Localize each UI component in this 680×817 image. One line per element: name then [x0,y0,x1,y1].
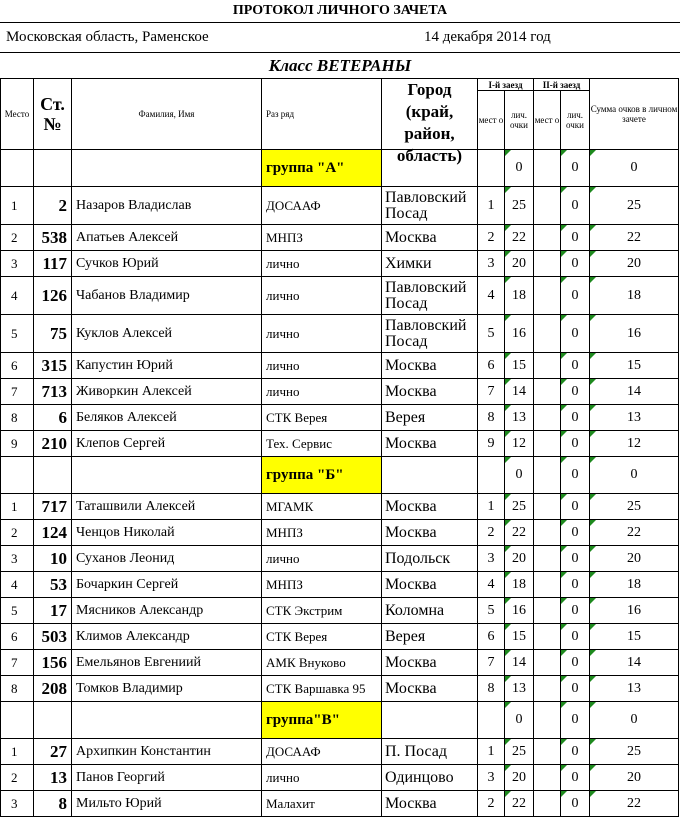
city-cell: Москва [382,431,478,457]
heat1-points-cell: 20 [505,546,534,572]
group-name-cell [72,702,262,739]
total-points-cell: 20 [590,546,679,572]
heat1-points-cell: 18 [505,572,534,598]
rank-cell: СТК Варшавка 95 [262,676,382,702]
group-city-cell [382,457,478,494]
table-row [1,353,679,379]
group-h1-points: 0 [505,702,534,739]
heat2-place-cell [534,405,561,431]
heat2-points-cell: 0 [561,739,590,765]
city-cell: Москва [382,676,478,702]
heat2-points-cell: 0 [561,405,590,431]
start-number-cell: 8 [34,791,72,817]
heat2-points-cell: 0 [561,676,590,702]
rank-cell: лично [262,353,382,379]
results-table [0,78,679,817]
rank-cell: лично [262,765,382,791]
heat2-points-cell: 0 [561,624,590,650]
group-row [1,150,679,187]
heat2-place-cell [534,251,561,277]
header-heat1: I-й заезд [478,79,534,91]
document-title: ПРОТОКОЛ ЛИЧНОГО ЗАЧЕТА [232,3,448,18]
table-row [1,379,679,405]
city-cell: Павловский Посад [382,187,478,225]
place-cell: 7 [1,650,34,676]
group-name-cell [72,150,262,187]
total-points-cell: 25 [590,187,679,225]
city-cell: Химки [382,251,478,277]
heat1-points-cell: 25 [505,739,534,765]
heat2-points-cell: 0 [561,765,590,791]
header-heat2: II-й заезд [534,79,590,91]
heat2-place-cell [534,650,561,676]
place-cell: 1 [1,739,34,765]
heat2-points-cell: 0 [561,187,590,225]
rider-name-cell: Бочаркин Сергей [72,572,262,598]
start-number-cell: 117 [34,251,72,277]
header-rank: Раз ряд [262,79,382,150]
heat2-place-cell [534,676,561,702]
rank-cell: Малахит [262,791,382,817]
rider-name-cell: Томков Владимир [72,676,262,702]
rider-name-cell: Живоркин Алексей [72,379,262,405]
total-points-cell: 25 [590,739,679,765]
rider-name-cell: Мясников Александр [72,598,262,624]
group-h1-place-cell [478,457,505,494]
place-cell: 5 [1,315,34,353]
rider-name-cell: Апатьев Алексей [72,225,262,251]
total-points-cell: 15 [590,624,679,650]
table-row [1,739,679,765]
rider-name-cell: Чабанов Владимир [72,277,262,315]
table-row [1,572,679,598]
table-row [1,676,679,702]
group-h1-place-cell [478,150,505,187]
city-cell: Москва [382,225,478,251]
heat1-place-cell: 9 [478,431,505,457]
rank-cell: МНПЗ [262,520,382,546]
heat2-points-cell: 0 [561,650,590,676]
total-points-cell: 18 [590,572,679,598]
heat2-points-cell: 0 [561,598,590,624]
group-h2-place-cell [534,702,561,739]
class-title: Класс ВЕТЕРАНЫ [0,52,680,79]
group-total: 0 [590,150,679,187]
heat1-place-cell: 2 [478,520,505,546]
group-place-cell [1,702,34,739]
heat2-points-cell: 0 [561,572,590,598]
rider-name-cell: Беляков Алексей [72,405,262,431]
city-cell: Верея [382,624,478,650]
city-cell: Коломна [382,598,478,624]
group-city-cell [382,702,478,739]
place-cell: 3 [1,546,34,572]
rider-name-cell: Капустин Юрий [72,353,262,379]
heat1-place-cell: 6 [478,353,505,379]
rank-cell: СТК Экстрим [262,598,382,624]
place-cell: 6 [1,624,34,650]
heat1-points-cell: 20 [505,765,534,791]
table-row [1,791,679,817]
place-cell: 6 [1,353,34,379]
rider-name-cell: Куклов Алексей [72,315,262,353]
rank-cell: МНПЗ [262,225,382,251]
heat1-points-cell: 15 [505,353,534,379]
group-name-cell [72,457,262,494]
place-cell: 4 [1,277,34,315]
rank-cell: лично [262,277,382,315]
place-cell: 1 [1,494,34,520]
group-h1-points: 0 [505,457,534,494]
place-cell: 4 [1,572,34,598]
total-points-cell: 25 [590,494,679,520]
total-points-cell: 22 [590,791,679,817]
rider-name-cell: Таташвили Алексей [72,494,262,520]
heat1-place-cell: 2 [478,225,505,251]
region-label: Московская область, Раменское [6,29,209,45]
rider-name-cell: Ченцов Николай [72,520,262,546]
place-cell: 3 [1,791,34,817]
group-h1-points: 0 [505,150,534,187]
heat2-place-cell [534,315,561,353]
rank-cell: лично [262,379,382,405]
header-name: Фамилия, Имя [72,79,262,150]
group-label: группа"В" [262,702,382,739]
header-start-no: Ст. № [34,79,72,150]
place-cell: 2 [1,225,34,251]
rank-cell: СТК Верея [262,405,382,431]
city-cell: Москва [382,379,478,405]
heat2-place-cell [534,277,561,315]
total-points-cell: 20 [590,251,679,277]
start-number-cell: 2 [34,187,72,225]
heat2-place-cell [534,791,561,817]
table-row [1,494,679,520]
start-number-cell: 210 [34,431,72,457]
place-cell: 8 [1,405,34,431]
city-cell: Москва [382,791,478,817]
header-heat1-place: мест о [478,91,505,150]
heat2-place-cell [534,546,561,572]
rider-name-cell: Сучков Юрий [72,251,262,277]
city-cell: Павловский Посад [382,277,478,315]
heat1-place-cell: 3 [478,765,505,791]
place-cell: 2 [1,765,34,791]
place-cell: 5 [1,598,34,624]
rider-name-cell: Емельянов Евгениий [72,650,262,676]
heat2-place-cell [534,431,561,457]
heat1-points-cell: 15 [505,624,534,650]
rank-cell: лично [262,315,382,353]
table-row [1,598,679,624]
header-heat1-points: лич. очки [505,91,534,150]
total-points-cell: 20 [590,765,679,791]
city-cell: Одинцово [382,765,478,791]
heat2-place-cell [534,520,561,546]
header-city-text: Город (край, район, область) [396,80,463,165]
city-cell: Москва [382,494,478,520]
heat1-place-cell: 7 [478,379,505,405]
heat2-place-cell [534,353,561,379]
group-label: группа "Б" [262,457,382,494]
heat2-place-cell [534,765,561,791]
heat2-place-cell [534,225,561,251]
heat1-place-cell: 1 [478,494,505,520]
place-cell: 8 [1,676,34,702]
total-points-cell: 14 [590,650,679,676]
heat2-points-cell: 0 [561,379,590,405]
heat1-place-cell: 5 [478,598,505,624]
rider-name-cell: Суханов Леонид [72,546,262,572]
heat1-points-cell: 22 [505,225,534,251]
heat1-place-cell: 3 [478,546,505,572]
rank-cell: лично [262,546,382,572]
heat2-place-cell [534,598,561,624]
start-number-cell: 6 [34,405,72,431]
heat1-place-cell: 2 [478,791,505,817]
heat2-points-cell: 0 [561,431,590,457]
date-label: 14 декабря 2014 год [424,29,551,45]
heat1-points-cell: 16 [505,598,534,624]
start-number-cell: 27 [34,739,72,765]
start-number-cell: 156 [34,650,72,676]
heat1-place-cell: 4 [478,572,505,598]
heat1-points-cell: 18 [505,277,534,315]
group-total: 0 [590,702,679,739]
group-h2-place-cell [534,150,561,187]
city-cell: Подольск [382,546,478,572]
group-total: 0 [590,457,679,494]
heat2-points-cell: 0 [561,315,590,353]
start-number-cell: 503 [34,624,72,650]
heat2-place-cell [534,572,561,598]
heat1-place-cell: 5 [478,315,505,353]
table-row [1,765,679,791]
table-row [1,405,679,431]
rider-name-cell: Мильто Юрий [72,791,262,817]
group-no-cell [34,457,72,494]
heat2-points-cell: 0 [561,277,590,315]
table-row [1,650,679,676]
group-label: группа "А" [262,150,382,187]
place-cell: 9 [1,431,34,457]
header-total: Сумма очков в личном зачете [590,79,679,150]
heat1-points-cell: 14 [505,379,534,405]
heat2-points-cell: 0 [561,251,590,277]
heat1-points-cell: 25 [505,494,534,520]
start-number-cell: 208 [34,676,72,702]
heat1-points-cell: 12 [505,431,534,457]
group-no-cell [34,702,72,739]
heat2-place-cell [534,187,561,225]
group-place-cell [1,457,34,494]
start-number-cell: 717 [34,494,72,520]
start-number-cell: 126 [34,277,72,315]
group-h2-points: 0 [561,150,590,187]
city-cell: Верея [382,405,478,431]
start-number-cell: 17 [34,598,72,624]
place-cell: 7 [1,379,34,405]
heat1-points-cell: 25 [505,187,534,225]
results-body [1,150,679,817]
rider-name-cell: Назаров Владислав [72,187,262,225]
heat2-points-cell: 0 [561,791,590,817]
total-points-cell: 14 [590,379,679,405]
table-row [1,624,679,650]
total-points-cell: 12 [590,431,679,457]
total-points-cell: 16 [590,598,679,624]
total-points-cell: 15 [590,353,679,379]
start-number-cell: 53 [34,572,72,598]
rank-cell: СТК Верея [262,624,382,650]
header-place: Место [1,79,34,150]
city-cell: Москва [382,650,478,676]
heat1-place-cell: 4 [478,277,505,315]
table-row [1,546,679,572]
group-h2-points: 0 [561,457,590,494]
heat1-place-cell: 6 [478,624,505,650]
heat1-points-cell: 22 [505,791,534,817]
heat2-points-cell: 0 [561,546,590,572]
heat1-place-cell: 1 [478,739,505,765]
total-points-cell: 22 [590,520,679,546]
start-number-cell: 713 [34,379,72,405]
group-row [1,702,679,739]
header-city [382,79,478,165]
table-row [1,431,679,457]
rank-cell: АМК Внуково [262,650,382,676]
total-points-cell: 16 [590,315,679,353]
heat1-points-cell: 22 [505,520,534,546]
start-number-cell: 75 [34,315,72,353]
rider-name-cell: Архипкин Константин [72,739,262,765]
header-heat2-place: мест о [534,91,561,150]
rider-name-cell: Климов Александр [72,624,262,650]
rank-cell: ДОСААФ [262,739,382,765]
document-meta [0,22,680,51]
total-points-cell: 18 [590,277,679,315]
table-row [1,251,679,277]
total-points-cell: 13 [590,405,679,431]
heat1-place-cell: 1 [478,187,505,225]
rank-cell: МНПЗ [262,572,382,598]
rider-name-cell: Панов Георгий [72,765,262,791]
start-number-cell: 10 [34,546,72,572]
group-h1-place-cell [478,702,505,739]
city-cell: П. Посад [382,739,478,765]
table-row [1,225,679,251]
heat1-points-cell: 13 [505,405,534,431]
heat1-points-cell: 13 [505,676,534,702]
rider-name-cell: Клепов Сергей [72,431,262,457]
heat2-points-cell: 0 [561,225,590,251]
place-cell: 2 [1,520,34,546]
rank-cell: Тех. Сервис [262,431,382,457]
start-number-cell: 13 [34,765,72,791]
total-points-cell: 13 [590,676,679,702]
city-cell: Павловский Посад [382,315,478,353]
group-row [1,457,679,494]
heat2-place-cell [534,624,561,650]
heat1-place-cell: 8 [478,676,505,702]
heat1-points-cell: 20 [505,251,534,277]
start-number-cell: 315 [34,353,72,379]
group-h2-points: 0 [561,702,590,739]
heat2-points-cell: 0 [561,494,590,520]
city-cell: Москва [382,572,478,598]
start-number-cell: 124 [34,520,72,546]
table-row [1,315,679,353]
heat1-place-cell: 7 [478,650,505,676]
rank-cell: ДОСААФ [262,187,382,225]
city-cell: Москва [382,353,478,379]
table-row [1,187,679,225]
heat1-points-cell: 14 [505,650,534,676]
heat2-place-cell [534,494,561,520]
heat1-points-cell: 16 [505,315,534,353]
table-row [1,277,679,315]
group-place-cell [1,150,34,187]
start-number-cell: 538 [34,225,72,251]
place-cell: 1 [1,187,34,225]
heat2-points-cell: 0 [561,353,590,379]
heat2-place-cell [534,379,561,405]
table-row [1,520,679,546]
header-heat2-points: лич. очки [561,91,590,150]
rank-cell: МГАМК [262,494,382,520]
group-no-cell [34,150,72,187]
heat2-points-cell: 0 [561,520,590,546]
group-h2-place-cell [534,457,561,494]
rank-cell: лично [262,251,382,277]
place-cell: 3 [1,251,34,277]
heat1-place-cell: 8 [478,405,505,431]
total-points-cell: 22 [590,225,679,251]
heat1-place-cell: 3 [478,251,505,277]
city-cell: Москва [382,520,478,546]
heat2-place-cell [534,739,561,765]
